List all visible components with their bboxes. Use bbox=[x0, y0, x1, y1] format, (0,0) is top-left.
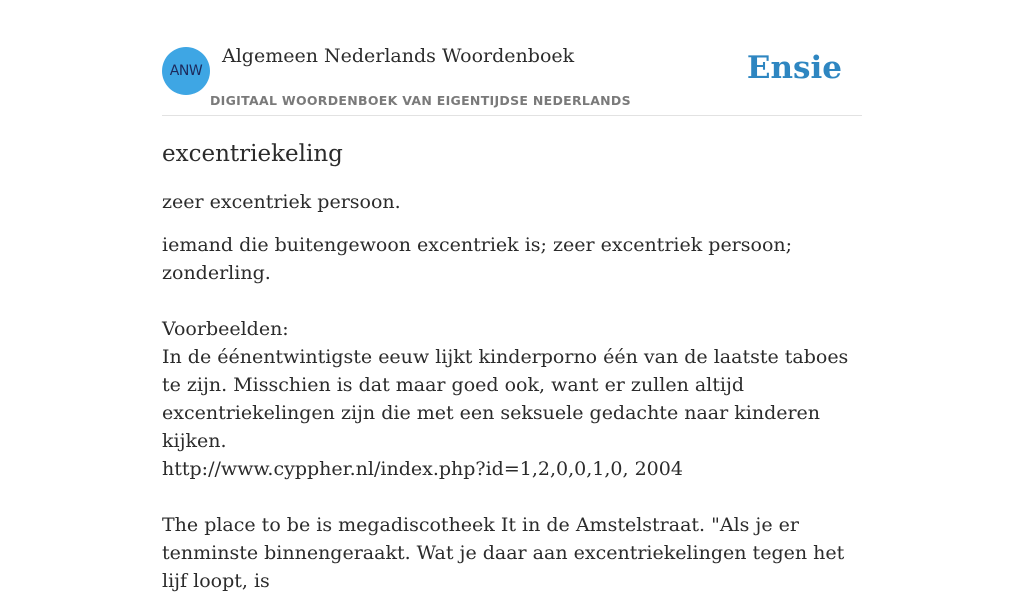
examples-label: Voorbeelden: bbox=[162, 318, 289, 340]
entry-content bbox=[162, 138, 862, 595]
headword: excentriekeling bbox=[162, 141, 343, 167]
example-text: In de éénentwintigste eeuw lijkt kinderporno één van de laatste taboes te zijn. Misschien is dat maar goed ook, want er zullen altijd excentriekelingen zijn die met een seksuele gedachte naar kinderen kijken. bbox=[162, 346, 849, 452]
example-source: http://www.cyppher.nl/index.php?id=1,2,0,0,1,0, 2004 bbox=[162, 458, 683, 480]
header-divider bbox=[162, 115, 862, 116]
spacer bbox=[162, 483, 862, 511]
long-definition: iemand die buitengewoon excentriek is; zeer excentriek persoon; zonderling. bbox=[162, 234, 793, 284]
spacer bbox=[162, 287, 862, 315]
example-text: The place to be is megadiscotheek It in de Amstelstraat. "Als je er tenminste binnengeraakt. Wat je daar aan excentriekelingen tegen het lijf loopt, is bbox=[162, 514, 845, 592]
site-title[interactable]: Algemeen Nederlands Woordenboek bbox=[222, 45, 575, 67]
site-subtitle: DIGITAAL WOORDENBOEK VAN EIGENTIJDSE NEDERLANDS bbox=[210, 93, 631, 108]
ensie-brand-link[interactable]: Ensie bbox=[746, 50, 842, 86]
short-definition: zeer excentriek persoon. bbox=[162, 191, 401, 213]
anw-logo[interactable]: ANW bbox=[162, 47, 210, 95]
